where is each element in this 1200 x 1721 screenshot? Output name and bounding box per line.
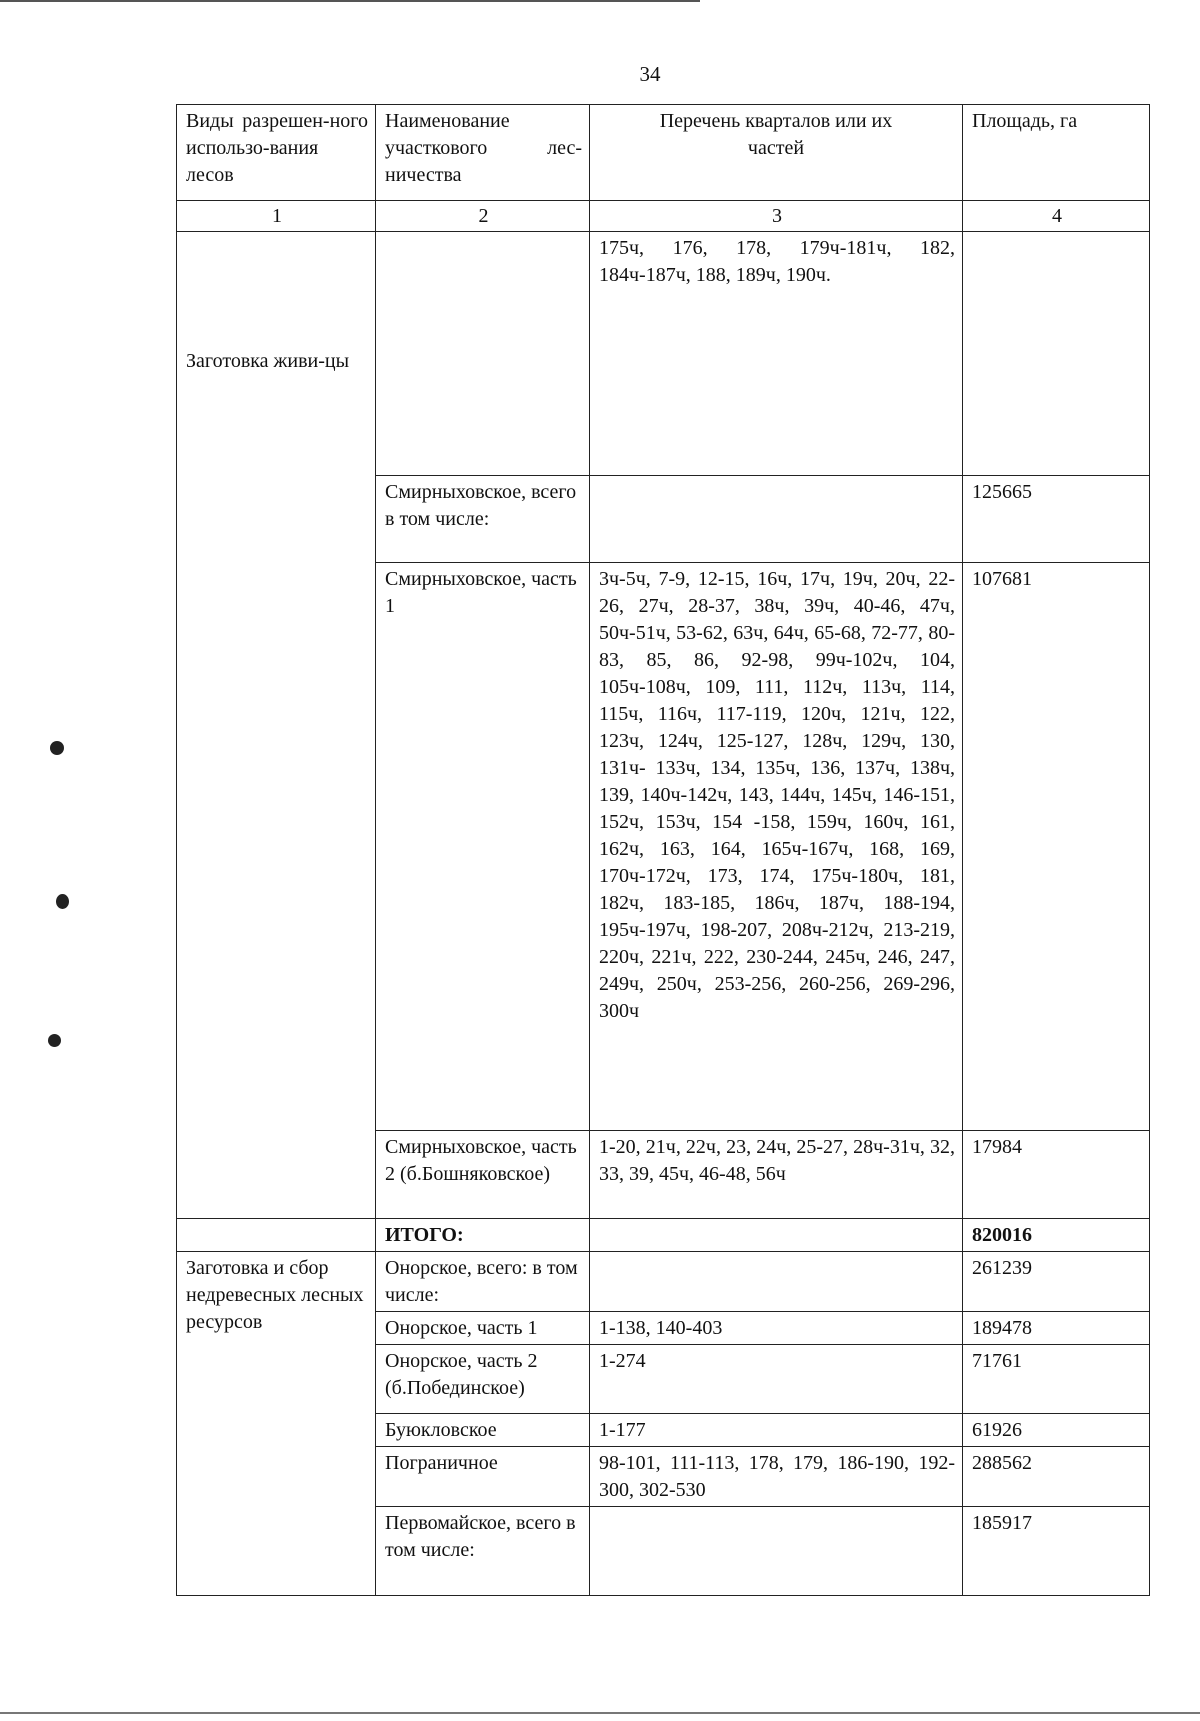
header-district-name: Наименование участкового лес-ничества	[376, 105, 590, 201]
area-cell: 125665	[963, 476, 1150, 563]
column-number: 1	[177, 201, 376, 232]
punch-hole-mark	[48, 1034, 61, 1047]
punch-hole-mark	[50, 741, 64, 755]
area-cell: 17984	[963, 1131, 1150, 1219]
total-row	[177, 1219, 1150, 1252]
area-cell: 71761	[963, 1345, 1150, 1414]
area-cell: 288562	[963, 1447, 1150, 1507]
district-name-cell: Онорское, всего: в том числе:	[376, 1252, 590, 1312]
total-quarters-cell	[590, 1219, 963, 1252]
table-row	[177, 1252, 1150, 1312]
area-cell	[963, 232, 1150, 476]
forest-use-table	[176, 104, 1150, 1596]
quarters-cell: 1-138, 140-403	[590, 1312, 963, 1345]
quarters-cell: 1-274	[590, 1345, 963, 1414]
quarters-cell: 1-177	[590, 1414, 963, 1447]
use-type-cell: Заготовка живи-цы	[177, 232, 376, 1219]
quarters-cell: 175ч, 176, 178, 179ч-181ч, 182, 184ч-187ч, 188, 189ч, 190ч.	[590, 232, 963, 476]
area-cell: 185917	[963, 1507, 1150, 1596]
header-area: Площадь, га	[963, 105, 1150, 201]
scan-edge-bottom	[0, 1712, 1200, 1714]
district-name-cell: Онорское, часть 1	[376, 1312, 590, 1345]
district-name-cell: Смирныховское, часть 2 (б.Бошняковское)	[376, 1131, 590, 1219]
column-number: 4	[963, 201, 1150, 232]
column-number-row	[177, 201, 1150, 232]
page-number: 34	[639, 62, 661, 86]
quarters-cell: 98-101, 111-113, 178, 179, 186-190, 192-300, 302-530	[590, 1447, 963, 1507]
use-type-cell: Заготовка и сбор недревесных лесных ресурсов	[177, 1252, 376, 1596]
district-name-cell: Буюкловское	[376, 1414, 590, 1447]
district-name-cell	[376, 232, 590, 476]
quarters-cell: 1-20, 21ч, 22ч, 23, 24ч, 25-27, 28ч-31ч, 32, 33, 39, 45ч, 46-48, 56ч	[590, 1131, 963, 1219]
district-name-cell: Пограничное	[376, 1447, 590, 1507]
header-quarters-list: Перечень кварталов или их частей	[590, 105, 963, 201]
quarters-cell	[590, 476, 963, 563]
quarters-cell	[590, 1507, 963, 1596]
area-cell: 261239	[963, 1252, 1150, 1312]
area-cell: 61926	[963, 1414, 1150, 1447]
header-use-type: Виды разрешен-ного использо-вания лесов	[177, 105, 376, 201]
district-name-cell: Смирныховское, всего в том числе:	[376, 476, 590, 563]
punch-hole-mark	[56, 894, 69, 909]
scan-edge-top	[0, 0, 700, 2]
district-name-cell: Онорское, часть 2 (б.Побединское)	[376, 1345, 590, 1414]
column-number: 3	[590, 201, 963, 232]
table-header-row	[177, 105, 1150, 201]
total-label: ИТОГО:	[376, 1219, 590, 1252]
area-cell: 107681	[963, 563, 1150, 1131]
total-empty-cell	[177, 1219, 376, 1252]
table-row	[177, 232, 1150, 476]
total-area: 820016	[963, 1219, 1150, 1252]
district-name-cell: Смирныховское, часть 1	[376, 563, 590, 1131]
district-name-cell: Первомайское, всего в том числе:	[376, 1507, 590, 1596]
quarters-cell	[590, 1252, 963, 1312]
column-number: 2	[376, 201, 590, 232]
area-cell: 189478	[963, 1312, 1150, 1345]
quarters-cell: 3ч-5ч, 7-9, 12-15, 16ч, 17ч, 19ч, 20ч, 22-26, 27ч, 28-37, 38ч, 39ч, 40-46, 47ч, 50ч-51ч, 53-62, 63ч, 64ч, 65-68, 72-77, 80-83, 85, 86, 92-98, 99ч-102ч, 104, 105ч-108ч, 109, 111, 112ч, 113ч, 114, 115ч, 116ч, 117-119, 120ч, 121ч, 122, 123ч, 124ч, 125-127, 128ч, 129ч, 130, 131ч- 133ч, 134, 135ч, 136, 137ч, 138ч, 139, 140ч-142ч, 143, 144ч, 145ч, 146-151, 152ч, 153ч, 154 -158, 159ч, 160ч, 161, 162ч, 163, 164, 165ч-167ч, 168, 169, 170ч-172ч, 173, 174, 175ч-180ч, 181, 182ч, 183-185, 186ч, 187ч, 188-194, 195ч-197ч, 198-207, 208ч-212ч, 213-219, 220ч, 221ч, 222, 230-244, 245ч, 246, 247, 249ч, 250ч, 253-256, 260-256, 269-296, 300ч	[590, 563, 963, 1131]
